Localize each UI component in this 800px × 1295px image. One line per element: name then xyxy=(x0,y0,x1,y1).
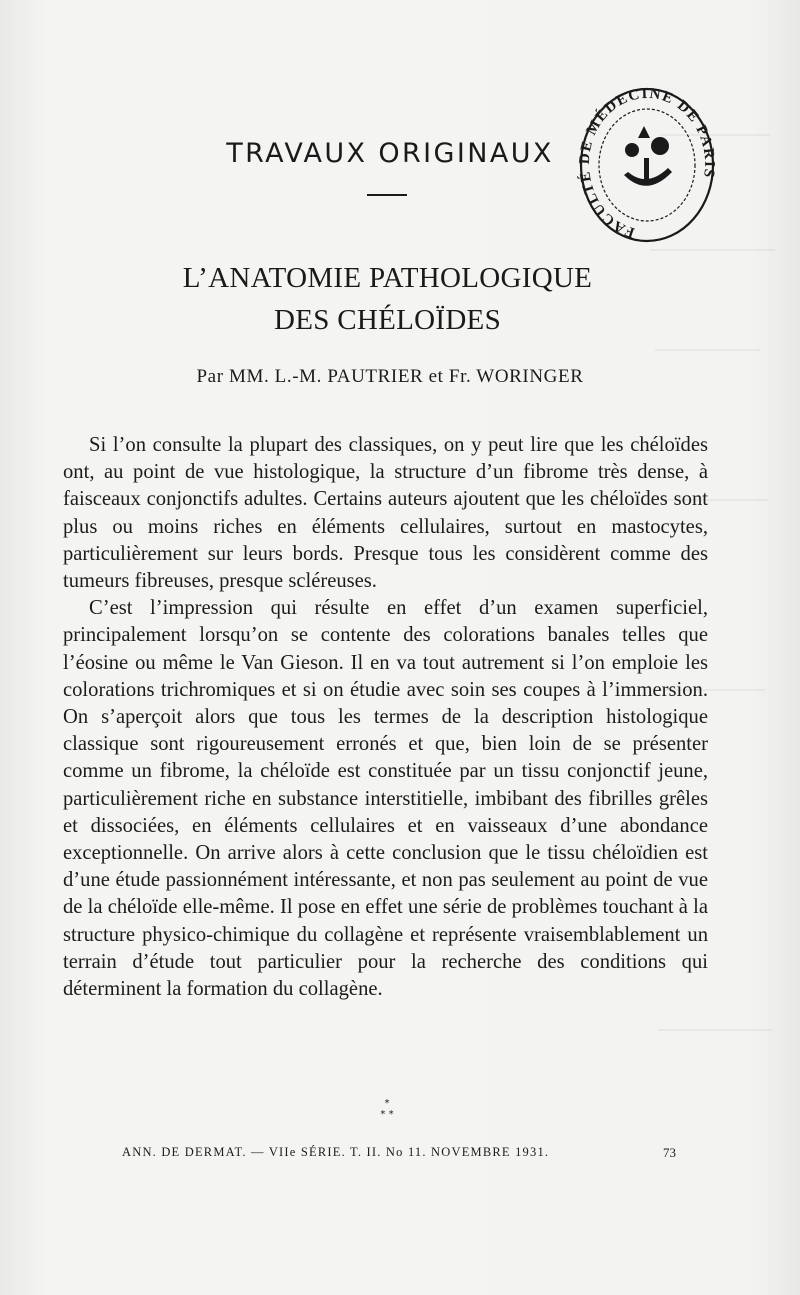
article-title-line-2: DES CHÉLOÏDES xyxy=(273,304,502,336)
paragraph: C’est l’impression qui résulte en effet d’un examen superficiel, principalement lorsqu’on se contente des colorations banales telles que l’éosine ou même le Van Gieson. Il en va tout autrement si l’on emploie les colorations trichromiques et si on étudie avec soin ses coupes à l’immersion. On s’aperçoit alors que tous les termes de la description histologique classique sont rigoureusement erronés et que, bien loin de se présenter comme un fibrome, la chéloïde est constituée par un tissu conjonctif jeune, particulièrement riche en substance interstitielle, imbibant des fibrilles grêles et dissociées, en éléments cellulaires et en vaisseaux d’une abondance exceptionnelle. On arrive alors à cette conclusion que le tissu chéloïdien est d’une étude passionnément intéressante, et non pas seulement au point de vue de la chéloïde elle-même. Il pose en effet une série de problèmes touchant à la structure physico-chimique du collagène et représente vraisemblablement un terrain d’étude tout particulier pour la recherche des conditions qui déterminent la formation du collagène. xyxy=(63,597,708,1001)
library-stamp xyxy=(572,80,722,255)
section-heading: TRAVAUX ORIGINAUX xyxy=(226,138,554,169)
heading-divider xyxy=(367,194,407,196)
star-bottom: * * xyxy=(380,1109,394,1120)
star-top: * xyxy=(384,1098,390,1109)
section-separator-stars xyxy=(372,1098,402,1120)
article-title-line-1: L’ANATOMIE PATHOLOGIQUE xyxy=(182,262,593,294)
journal-citation-footer: ANN. DE DERMAT. — VIIe SÉRIE. T. II. No 11. NOVEMBRE 1931. xyxy=(122,1145,550,1159)
article-body xyxy=(63,432,708,1003)
author-byline: Par MM. L.-M. PAUTRIER et Fr. WORINGER xyxy=(196,366,584,387)
page-number: 73 xyxy=(663,1145,676,1160)
stamp-text: FACULTÉ DE MÉDECINE DE PARIS xyxy=(576,85,718,241)
paragraph: Si l’on consulte la plupart des classiques, on y peut lire que les chéloïdes ont, au point de vue histologique, la structure d’un fibrome très dense, à faisceaux conjonctifs adultes. Certains auteurs ajoutent que les chéloïdes sont plus ou moins riches en éléments cellulaires, surtout en mastocytes, particulièrement sur leurs bords. Presque tous les considèrent comme des tumeurs fibreuses, presque scléreuses. xyxy=(63,434,708,593)
